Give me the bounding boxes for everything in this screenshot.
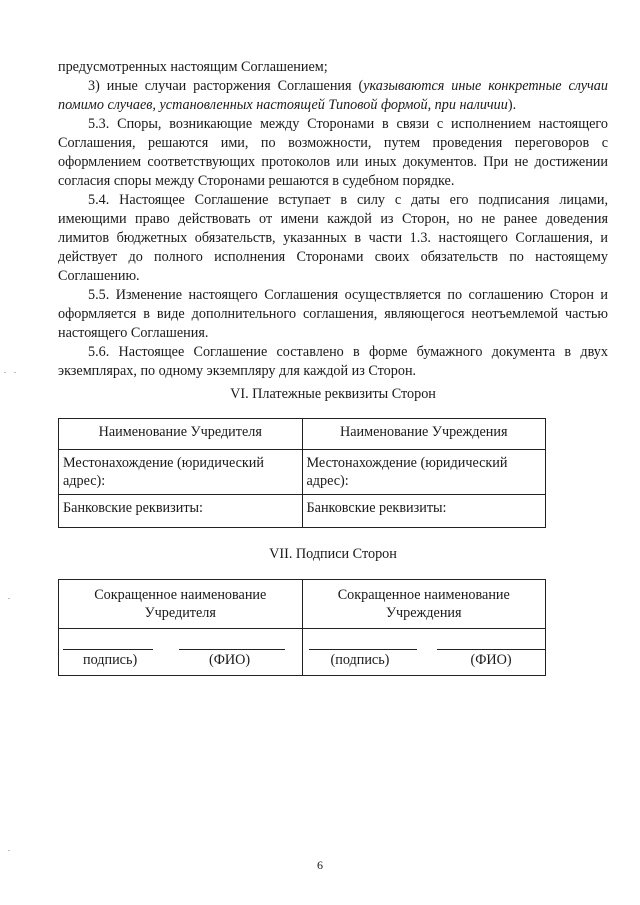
fio-label: (ФИО): [470, 652, 512, 668]
founder-short-name-header: Сокращенное наименование Учредителя: [59, 580, 303, 629]
scan-speck: [8, 850, 10, 851]
paragraph-other-cases: [58, 77, 608, 115]
paragraph-other-cases-note: указываются иные конкретные случаи помимо случаев, установленных настоящей Типовой формой, при наличии: [58, 78, 608, 113]
page-number: 6: [317, 858, 323, 872]
paragraph-5-6: 5.6. Настоящее Соглашение составлено в форме бумажного документа в двух экземплярах, по одному экземпляру для каждой из Сторон.: [58, 344, 608, 379]
scan-speck: [4, 372, 6, 373]
institution-bank-cell: Банковские реквизиты:: [302, 495, 546, 528]
signature-label: (подпись): [330, 652, 390, 668]
name-line: [437, 649, 545, 650]
paragraph-other-cases-text: 3) иные случаи расторжения Соглашения (: [88, 78, 364, 94]
name-line: [179, 649, 285, 650]
institution-short-name-header: Сокращенное наименование Учреждения: [302, 580, 546, 629]
signature-line: [63, 649, 153, 650]
section-7-title: VII. Подписи Сторон: [269, 546, 397, 562]
founder-bank-cell: Банковские реквизиты:: [59, 495, 303, 528]
signature-label: подпись): [83, 652, 138, 668]
section-6-title: VI. Платежные реквизиты Сторон: [230, 386, 436, 402]
paragraph-continuation: предусмотренных настоящим Соглашением;: [58, 59, 328, 75]
scan-speck: [14, 372, 16, 373]
paragraph-other-cases-end: ).: [507, 97, 517, 113]
institution-name-header: Наименование Учреждения: [302, 419, 546, 450]
institution-address-cell: Местонахождение (юридический адрес):: [302, 450, 546, 495]
founder-name-header: Наименование Учредителя: [59, 419, 303, 450]
paragraph-5-3: 5.3. Споры, возникающие между Сторонами в связи с исполнением настоящего Соглашения, решаются ими, по возможности, путем проведения переговоров с оформлением соответствующих протоколов или иных документов. При не достижении согласия споры между Сторонами решаются в судебном порядке.: [58, 116, 608, 189]
founder-signature-cell: [59, 629, 303, 676]
body-text: [58, 58, 608, 381]
founder-address-cell: Местонахождение (юридический адрес):: [59, 450, 303, 495]
institution-signature-cell: [302, 629, 546, 676]
signatures-table: [58, 579, 546, 676]
paragraph-5-5: 5.5. Изменение настоящего Соглашения осуществляется по соглашению Сторон и оформляется в виде дополнительного соглашения, являющегося неотъемлемой частью настоящего Соглашения.: [58, 287, 608, 341]
signature-line: [309, 649, 417, 650]
payment-details-table: [58, 418, 546, 528]
paragraph-5-4: 5.4. Настоящее Соглашение вступает в силу с даты его подписания лицами, имеющими право действовать от имени каждой из Сторон, но не ранее доведения лимитов бюджетных обязательств, указанных в части 1.3. настоящего Соглашения, и действует до полного исполнения Сторонами своих обязательств по настоящему Соглашению.: [58, 192, 608, 284]
fio-label: (ФИО): [209, 652, 251, 668]
scan-speck: [8, 598, 10, 599]
